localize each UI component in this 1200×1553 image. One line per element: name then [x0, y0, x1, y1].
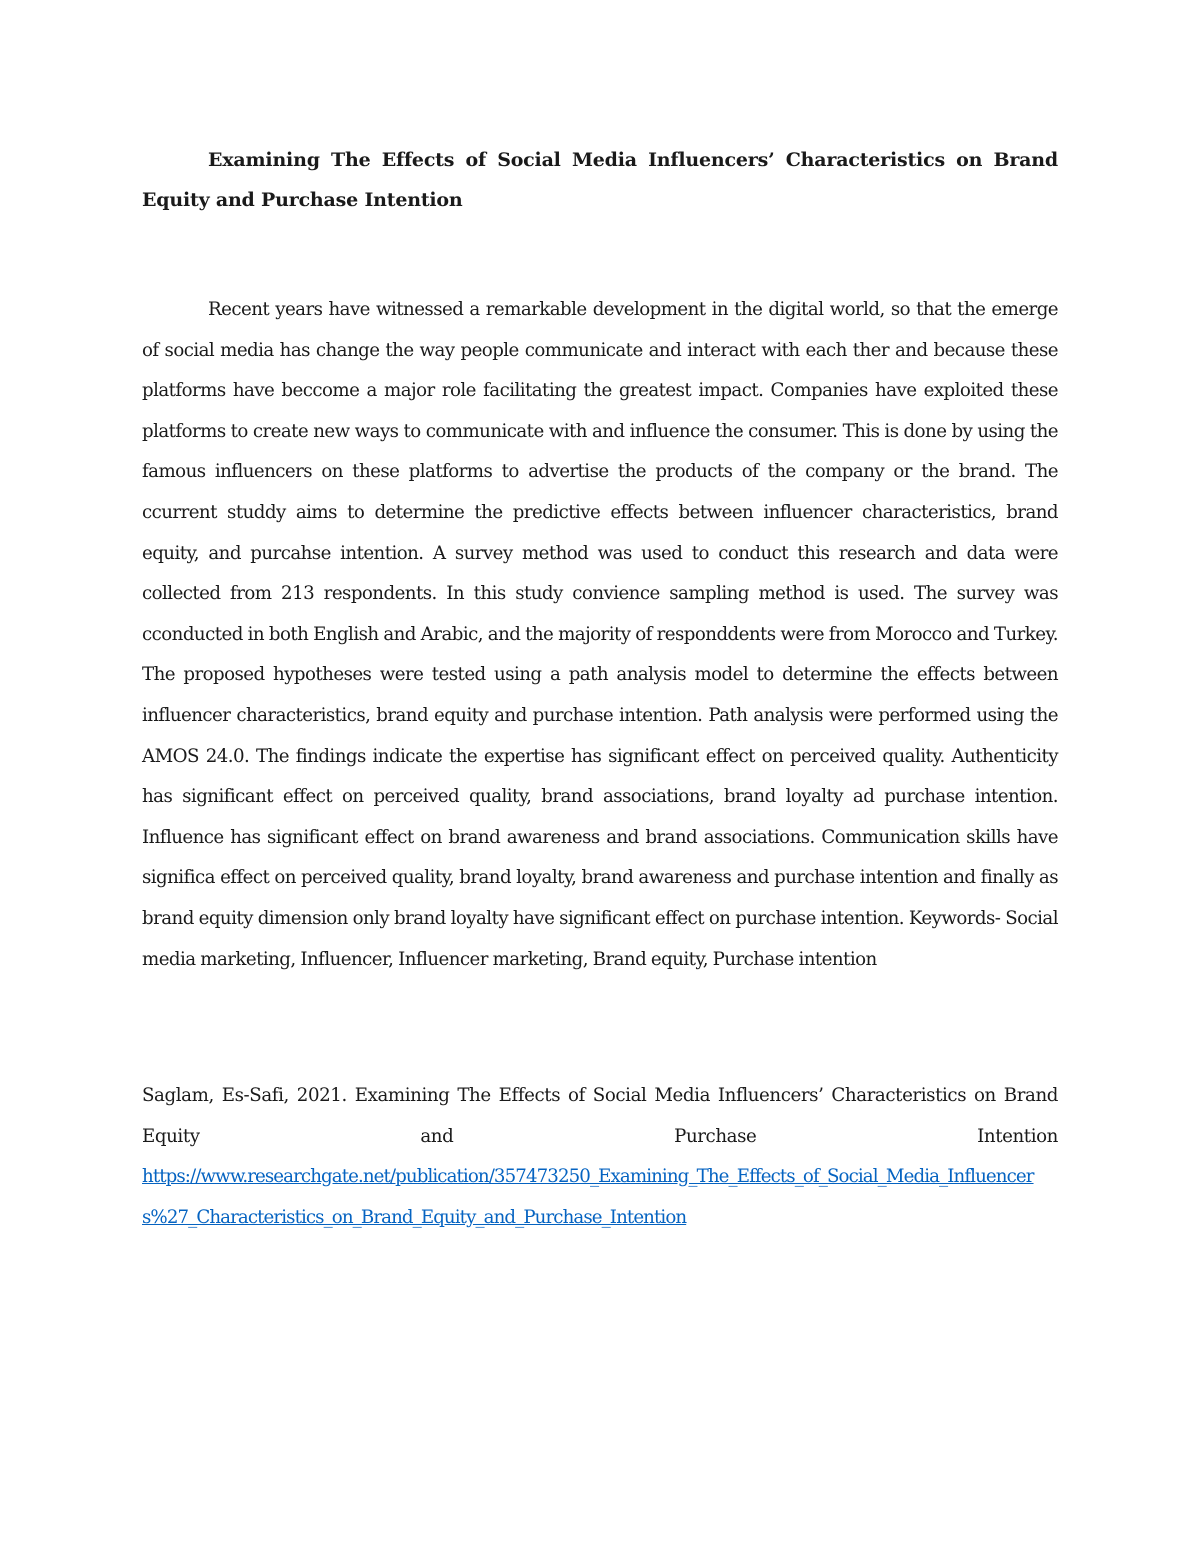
citation-link[interactable]: https://www.researchgate.net/publication/357473250_Examining_The_Effects_of_Social_Media_Influencers%27_Characteristics_on_Brand_Equity_and_Purchase_Intention — [142, 1166, 1034, 1228]
document-title: Examining The Effects of Social Media Influencers’ Characteristics on Brand Equity and Purchase Intention — [142, 149, 1058, 211]
citation-block — [142, 1076, 1058, 1238]
document-page — [142, 0, 1058, 1553]
abstract-paragraph: Recent years have witnessed a remarkable development in the digital world, so that the emerge of social media has change the way people communicate and interact with each ther and because these platforms have beccome a major role facilitating the greatest impact. Companies have exploited these platforms to create new ways to communicate with and influence the consumer. This is done by using the famous influencers on these platforms to advertise the products of the company or the brand. The ccurrent studdy aims to determine the predictive effects between influencer characteristics, brand equity, and purcahse intention. A survey method was used to conduct this research and data were collected from 213 respondents. In this study convience sampling method is used. The survey was cconducted in both English and Arabic, and the majority of responddents were from Morocco and Turkey. The proposed hypotheses were tested using a path analysis model to determine the effects between influencer characteristics, brand equity and purchase intention. Path analysis were performed using the AMOS 24.0. The findings indicate the expertise has significant effect on perceived quality. Authenticity has significant effect on perceived quality, brand associations, brand loyalty ad purchase intention. Influence has significant effect on brand awareness and brand associations. Communication skills have significa effect on perceived quality, brand loyalty, brand awareness and purchase intention and finally as brand equity dimension only brand loyalty have significant effect on purchase intention. Keywords- Social media marketing, Influencer, Influencer marketing, Brand equity, Purchase intention — [142, 299, 1058, 970]
citation-text: Saglam, Es-Safi, 2021. Examining The Effects of Social Media Influencers’ Characteristics on Brand Equity and Purchase Intention — [142, 1085, 1058, 1147]
